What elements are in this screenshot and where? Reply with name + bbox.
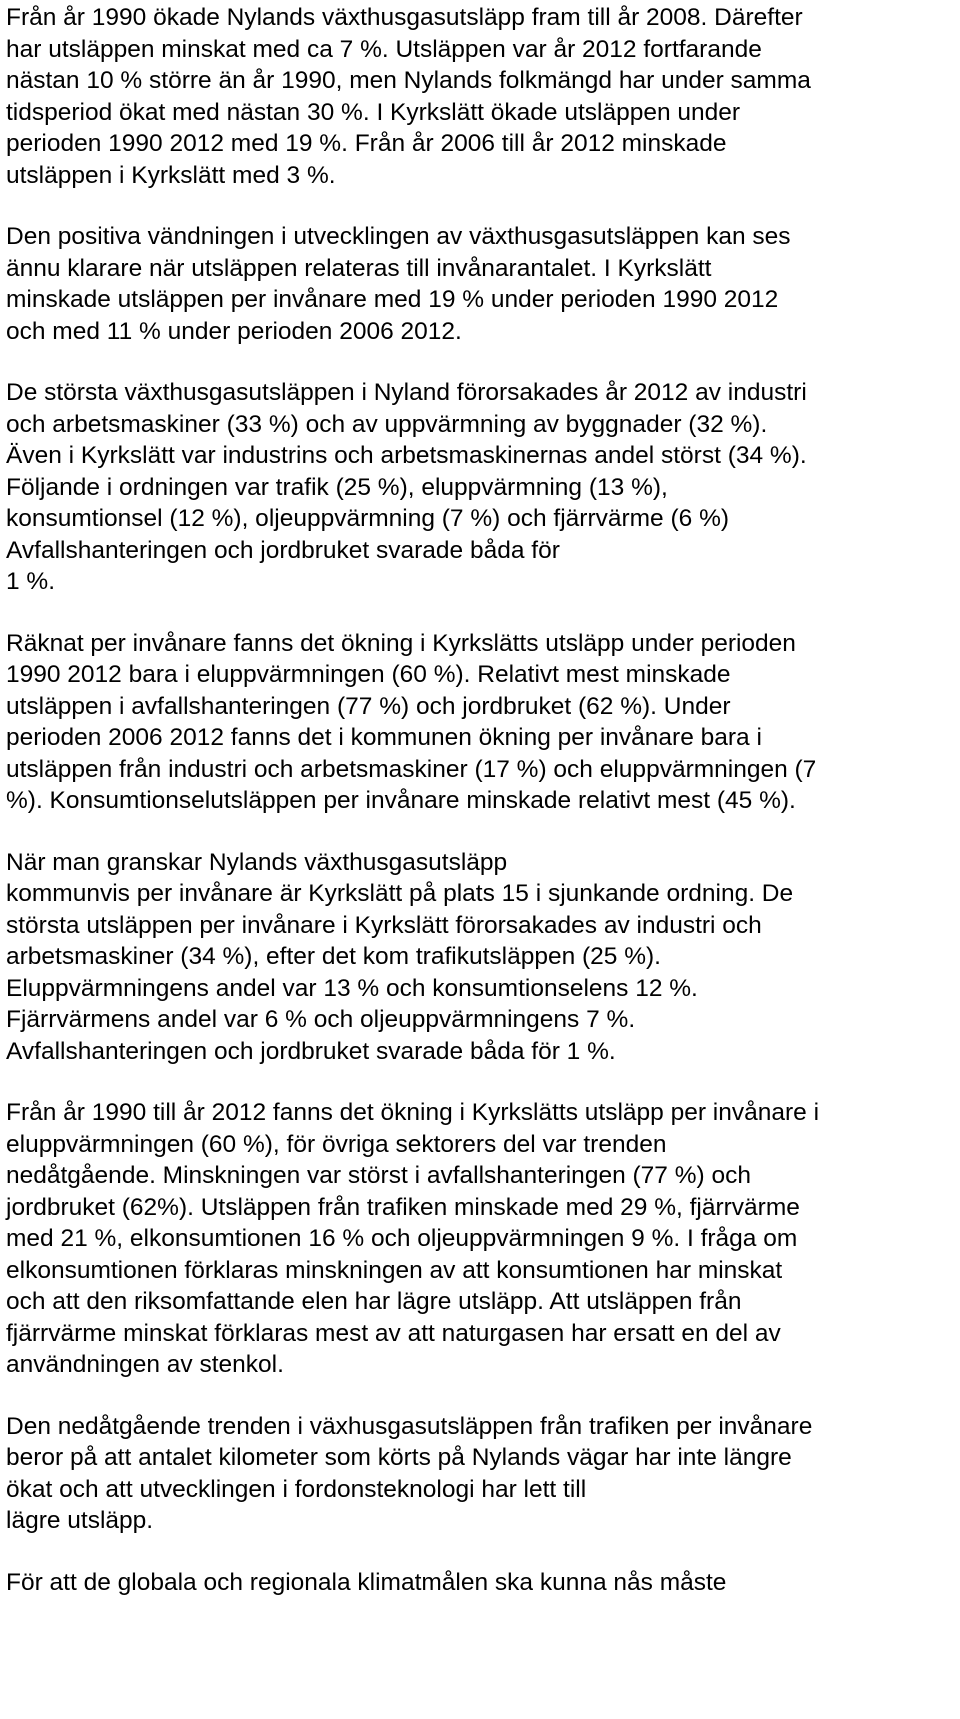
text-line: elkonsumtionen förklaras minskningen av att konsumtionen har minskat [6,1256,783,1284]
paragraph-per-capita [6,221,946,347]
text-line: utsläppen i Kyrkslätt med 3 %. [6,161,336,189]
text-line: användningen av stenkol. [6,1351,284,1378]
text-line: ännu klarare när utsläppen relateras till invånarantalet. I Kyrkslätt [6,254,712,282]
text-line: beror på att antalet kilometer som körts på Nylands vägar har inte längre [6,1444,792,1471]
paragraph-per-capita-changes [6,628,946,817]
text-line: 1990 2012 bara i eluppvärmningen (60 %). Relativt mest minskade [6,661,731,688]
text-line: perioden 2006 2012 fanns det i kommunen ökning per invånare bara i [6,724,762,751]
text-line: %). Konsumtionselutsläppen per invånare minskade relativt mest (45 %). [6,787,796,814]
text-line: När man granskar Nylands växthusgasutsläpp [6,848,508,876]
text-line: lägre utsläpp. [6,1507,154,1534]
text-line: Från år 1990 ökade Nylands växthusgasutsläpp fram till år 2008. Därefter [6,4,803,31]
text-line: ökat och att utvecklingen i fordonsteknologi har lett till [6,1475,587,1503]
text-line: Fjärrvärmens andel var 6 % och oljeuppvärmningens 7 %. [6,1006,636,1033]
text-line: största utsläppen per invånare i Kyrkslätt förorsakades av industri och [6,911,762,939]
paragraph-largest-sources [6,377,946,598]
text-line: jordbruket (62%). Utsläppen från trafiken minskade med 29 %, fjärrvärme [6,1193,800,1221]
text-line: kommunvis per invånare är Kyrkslätt på plats 15 i sjunkande ordning. De [6,880,794,907]
paragraph-emissions-trend [6,2,946,191]
text-line: nedåtgående. Minskningen var störst i avfallshanteringen (77 %) och [6,1162,751,1189]
text-line: utsläppen från industri och arbetsmaskiner (17 %) och eluppvärmningen (7 [6,755,817,783]
text-line: utsläppen i avfallshanteringen (77 %) och jordbruket (62 %). Under [6,692,731,720]
text-line: och arbetsmaskiner (33 %) och av uppvärmning av byggnader (32 %). [6,410,768,438]
text-line: Även i Kyrkslätt var industrins och arbetsmaskinernas andel störst (34 %). [6,442,807,469]
text-line: Avfallshanteringen och jordbruket svarade båda för [6,536,560,564]
text-line: perioden 1990 2012 med 19 %. Från år 2006 till år 2012 minskade [6,130,727,157]
text-line: arbetsmaskiner (34 %), efter det kom trafikutsläppen (25 %). [6,943,661,970]
text-line: Eluppvärmningens andel var 13 % och konsumtionselens 12 %. [6,974,698,1002]
document-page [6,0,946,1628]
text-line: tidsperiod ökat med nästan 30 %. I Kyrkslätt ökade utsläppen under [6,98,741,126]
text-line: 1 %. [6,568,56,595]
paragraph-sector-trends [6,1097,946,1381]
text-line: För att de globala och regionala klimatmålen ska kunna nås måste [6,1568,727,1596]
paragraph-climate-goals [6,1567,946,1599]
text-line: har utsläppen minskat med ca 7 %. Utsläppen var år 2012 fortfarande [6,35,762,63]
text-line: och att den riksomfattande elen har lägre utsläpp. Att utsläppen från [6,1288,742,1315]
text-line: med 21 %, elkonsumtionen 16 % och oljeuppvärmningen 9 %. I fråga om [6,1225,798,1252]
text-line: De största växthusgasutsläppen i Nyland förorsakades år 2012 av industri [6,379,807,406]
text-line: Den nedåtgående trenden i växhusgasutsläppen från trafiken per invånare [6,1412,813,1440]
text-line: minskade utsläppen per invånare med 19 % under perioden 1990 2012 [6,286,779,313]
paragraph-municipal-ranking [6,847,946,1068]
text-line: Följande i ordningen var trafik (25 %), eluppvärmning (13 %), [6,473,668,501]
text-line: konsumtionsel (12 %), oljeuppvärmning (7 %) och fjärrvärme (6 %) [6,505,730,532]
text-line: Från år 1990 till år 2012 fanns det ökning i Kyrkslätts utsläpp per invånare i [6,1099,820,1126]
text-line: Den positiva vändningen i utvecklingen av växthusgasutsläppen kan ses [6,223,791,250]
paragraph-traffic-trend [6,1411,946,1537]
text-line: och med 11 % under perioden 2006 2012. [6,317,462,345]
text-line: Räknat per invånare fanns det ökning i Kyrkslätts utsläpp under perioden [6,629,796,657]
text-line: nästan 10 % större än år 1990, men Nylands folkmängd har under samma [6,67,811,94]
text-line: Avfallshanteringen och jordbruket svarade båda för 1 %. [6,1037,616,1065]
text-line: fjärrvärme minskat förklaras mest av att naturgasen har ersatt en del av [6,1319,781,1347]
text-line: eluppvärmningen (60 %), för övriga sektorers del var trenden [6,1130,667,1158]
